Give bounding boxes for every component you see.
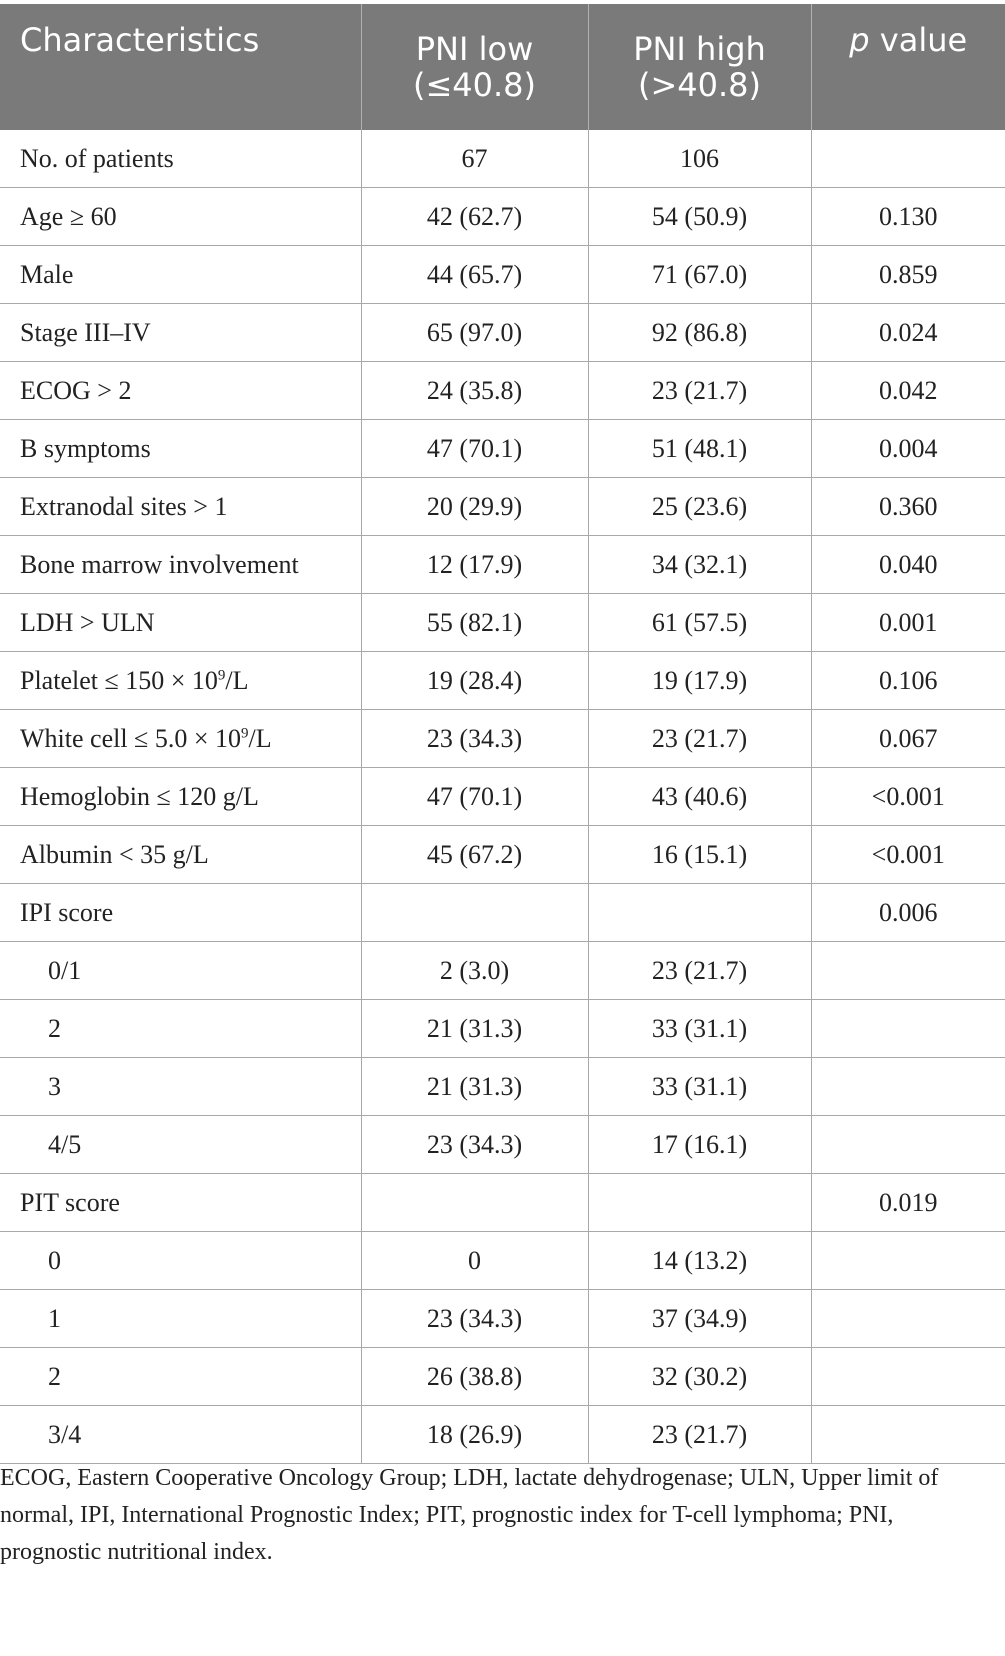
table-row [0,420,1005,478]
cell-pni-high: 54 (50.9) [588,188,811,246]
table-row [0,884,1005,942]
cell-pni-high: 23 (21.7) [588,710,811,768]
table-row [0,594,1005,652]
cell-p-value [811,130,1005,188]
row-label-superscript: 9 [241,724,249,741]
cell-p-value: 0.024 [811,304,1005,362]
header-pni-high [588,4,811,130]
table-row [0,304,1005,362]
row-label [0,710,361,768]
table-body [0,130,1005,1464]
cell-p-value [811,1290,1005,1348]
cell-pni-low: 24 (35.8) [361,362,588,420]
row-label: LDH > ULN [0,594,361,652]
cell-pni-low: 44 (65.7) [361,246,588,304]
cell-p-value [811,1232,1005,1290]
cell-p-value: 0.360 [811,478,1005,536]
row-label: 0/1 [0,942,361,1000]
cell-pni-high: 23 (21.7) [588,362,811,420]
row-label: Stage III–IV [0,304,361,362]
cell-p-value: 0.042 [811,362,1005,420]
cell-p-value: 0.006 [811,884,1005,942]
row-label: 1 [0,1290,361,1348]
table-row [0,710,1005,768]
header-p-italic: p [849,21,870,59]
cell-pni-low: 18 (26.9) [361,1406,588,1464]
cell-pni-high [588,1174,811,1232]
table-row [0,478,1005,536]
cell-pni-low: 47 (70.1) [361,420,588,478]
row-label-text: White cell ≤ 5.0 × 10 [20,723,241,753]
cell-pni-high: 33 (31.1) [588,1000,811,1058]
row-label: IPI score [0,884,361,942]
header-pni-low [361,4,588,130]
cell-p-value [811,1116,1005,1174]
cell-pni-high: 16 (15.1) [588,826,811,884]
table-row [0,1000,1005,1058]
cell-pni-low: 21 (31.3) [361,1000,588,1058]
row-label: 3 [0,1058,361,1116]
row-label: Age ≥ 60 [0,188,361,246]
cell-pni-low: 47 (70.1) [361,768,588,826]
cell-pni-low: 45 (67.2) [361,826,588,884]
cell-pni-high: 25 (23.6) [588,478,811,536]
cell-pni-low: 12 (17.9) [361,536,588,594]
table-row [0,188,1005,246]
cell-pni-high: 19 (17.9) [588,652,811,710]
cell-p-value [811,1000,1005,1058]
header-pni-low-line2: (≤40.8) [412,66,537,104]
cell-pni-low: 2 (3.0) [361,942,588,1000]
header-p-rest: value [869,21,968,59]
row-label: 2 [0,1348,361,1406]
row-label-unit: /L [248,723,272,753]
cell-pni-low: 65 (97.0) [361,304,588,362]
table-row [0,246,1005,304]
cell-pni-low: 21 (31.3) [361,1058,588,1116]
cell-p-value: 0.040 [811,536,1005,594]
row-label: 2 [0,1000,361,1058]
cell-pni-low: 26 (38.8) [361,1348,588,1406]
cell-pni-high [588,884,811,942]
cell-p-value: 0.859 [811,246,1005,304]
header-pni-low-line1: PNI low [415,30,534,68]
row-label: ECOG > 2 [0,362,361,420]
cell-pni-low: 23 (34.3) [361,1116,588,1174]
row-label: No. of patients [0,130,361,188]
cell-p-value [811,942,1005,1000]
cell-p-value: 0.001 [811,594,1005,652]
cell-p-value: 0.106 [811,652,1005,710]
table-footnote: ECOG, Eastern Cooperative Oncology Group; LDH, lactate dehydrogenase; ULN, Upper limit of normal, IPI, International Prognostic Index; PIT, prognostic index for T-cell lymphoma; PNI, prognostic nutritional index. [0,1465,939,1565]
cell-pni-high: 32 (30.2) [588,1348,811,1406]
row-label-superscript: 9 [217,666,226,683]
characteristics-table [0,4,1005,1464]
table-row [0,652,1005,710]
cell-pni-low: 19 (28.4) [361,652,588,710]
cell-pni-low [361,884,588,942]
table-row [0,1174,1005,1232]
cell-pni-high: 106 [588,130,811,188]
cell-pni-high: 51 (48.1) [588,420,811,478]
cell-pni-low: 23 (34.3) [361,1290,588,1348]
cell-pni-high: 34 (32.1) [588,536,811,594]
table-row [0,1058,1005,1116]
cell-pni-high: 37 (34.9) [588,1290,811,1348]
row-label: Hemoglobin ≤ 120 g/L [0,768,361,826]
table-row [0,1406,1005,1464]
cell-pni-low: 55 (82.1) [361,594,588,652]
header-characteristics: Characteristics [0,4,361,130]
cell-pni-high: 43 (40.6) [588,768,811,826]
header-row [0,4,1005,130]
cell-pni-low [361,1174,588,1232]
row-label: Extranodal sites > 1 [0,478,361,536]
table-row [0,768,1005,826]
row-label [0,652,361,710]
row-label: 4/5 [0,1116,361,1174]
cell-p-value: <0.001 [811,826,1005,884]
cell-p-value: 0.130 [811,188,1005,246]
table-header [0,4,1005,130]
row-label: Albumin < 35 g/L [0,826,361,884]
cell-p-value: 0.067 [811,710,1005,768]
cell-p-value [811,1058,1005,1116]
table-row [0,536,1005,594]
cell-pni-high: 23 (21.7) [588,1406,811,1464]
cell-p-value [811,1348,1005,1406]
characteristics-table-wrapper [0,4,1005,1464]
table-row [0,362,1005,420]
row-label: Male [0,246,361,304]
cell-pni-low: 20 (29.9) [361,478,588,536]
table-row [0,826,1005,884]
cell-pni-high: 17 (16.1) [588,1116,811,1174]
header-pni-high-line1: PNI high [633,30,766,68]
cell-pni-low: 42 (62.7) [361,188,588,246]
cell-p-value: <0.001 [811,768,1005,826]
cell-p-value: 0.019 [811,1174,1005,1232]
table-row [0,1232,1005,1290]
table-row [0,942,1005,1000]
row-label: Bone marrow involvement [0,536,361,594]
cell-pni-high: 14 (13.2) [588,1232,811,1290]
cell-pni-low: 0 [361,1232,588,1290]
cell-pni-low: 67 [361,130,588,188]
row-label: B symptoms [0,420,361,478]
cell-pni-high: 33 (31.1) [588,1058,811,1116]
table-row [0,1290,1005,1348]
table-row [0,130,1005,188]
header-p-value [811,4,1005,130]
cell-pni-high: 23 (21.7) [588,942,811,1000]
cell-pni-high: 71 (67.0) [588,246,811,304]
cell-p-value [811,1406,1005,1464]
cell-p-value: 0.004 [811,420,1005,478]
cell-pni-high: 92 (86.8) [588,304,811,362]
row-label-unit: /L [225,665,249,695]
table-row [0,1116,1005,1174]
row-label-text: Platelet ≤ 150 × 10 [20,665,218,695]
cell-pni-high: 61 (57.5) [588,594,811,652]
header-pni-high-line2: (>40.8) [637,66,762,104]
row-label: 0 [0,1232,361,1290]
table-row [0,1348,1005,1406]
row-label: 3/4 [0,1406,361,1464]
row-label: PIT score [0,1174,361,1232]
cell-pni-low: 23 (34.3) [361,710,588,768]
